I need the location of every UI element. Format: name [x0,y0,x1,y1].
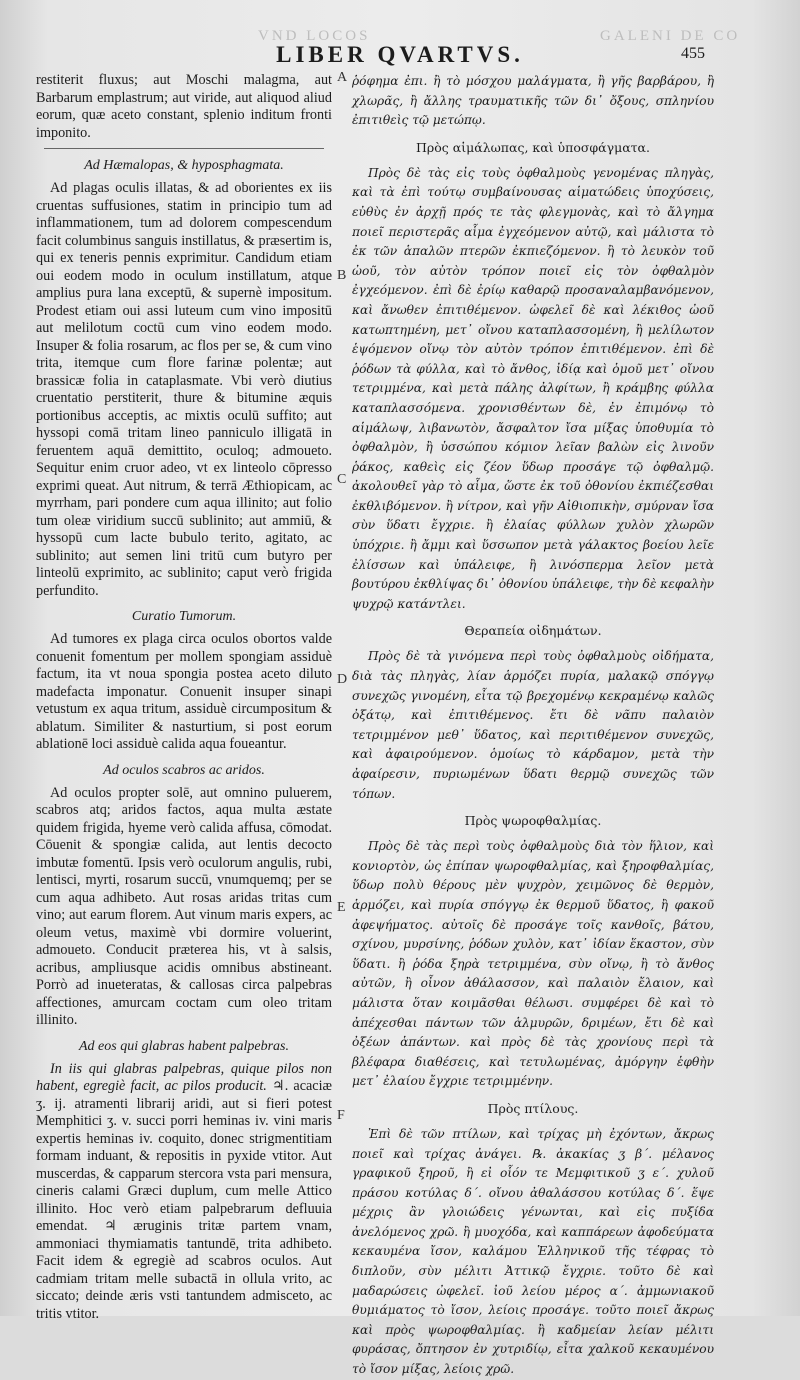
greek-paragraph: ῥόφημα ἐπι. ἢ τὸ μόσχου μαλάγματα, ἢ γῆς βαρβάρου, ἢ χλωρᾶς, ἢ ἄλλης τραυματικῆς τῶν δι᾽ ὄξους, σπληνίου ἐπιτιθεὶς τῷ μετώπῳ. [352,74,714,128]
latin-heading: Ad eos qui glabras habent palpebras. [79,1038,289,1054]
latin-paragraph: Ad oculos propter solē, aut omnino puluerem, scabros atq; aridos factos, aqua multa æstate quidem frigida, hyeme verò calida affusa, cōmodat. Cōuenit & spongiæ calida, aut lentis decocto imbutæ fomentū. Ipsis verò oculorum angulis, rubi, lentisci, myrti, rosarum succū, vnumquemq; per se cum aqua adhibeto. Aut rosas aridas tritas cum vino; aut earum florem. Aut vinum maris expers, ac oleum vetus, maximè vbi dormire voluerint, admoueto. Conducit præterea his, vt à salsis, acribus, ampliusque acidis omnibus abstineant. Porrò ad inueteratas, & callosas circa palpebras affectiones, amurcam coctam cum oleo tritam illinito. [36,784,332,1028]
margin-letter-a: A [337,70,348,85]
margin-letter-c: C [337,472,347,487]
bleed-through-right: GALENI DE CO [600,28,741,44]
latin-paragraph: restiterit fluxus; aut Moschi malagma, aut Barbarum emplastrum; aut viride, aut aliquod aliud eorum, quæ aceto constant, splenio inditum fronti imponito. [36,72,332,141]
greek-heading: Πρὸς πτίλους. [487,1100,579,1116]
latin-paragraph: Ad plagas oculis illatas, & ad oborientes ex iis cruentas suffusiones, statim in principio tum ad inflammationem, tum ad dolorem compescendum facit columbinus sanguis instillatus, & præsertim is, qui ex teneris pennis exprimitur. Candidum etiam oui eodem modo in oculum instillatum, atque amplius pura lana exceptū, & supernè impositum. Prodest etiam oui assi luteum cum vino impositū aut melilotum coctū cum vino eodem modo. Insuper & folia rosarum, ac flos per se, & cum vino trita, itemque cum flore farinæ polentæ; aut brassicæ folia in cataplasmate. Vbi verò diutius cruentatio perstiterit, thure & bitumine æquis portionibus acceptis, ac mixtis oculū suffito; aut hyssopi comā tritam lineo panniculo illigatā in feruentem aquā demittito, oculoq; admoueto. Sequitur enim cruor adeo, vt ex linteolo cōpresso exprimi queat. Aut nitrum, & terrā Æthiopicam, ac myrrham, pari pondere cum aqua illinito; aut folio tum oleæ viridium succū sublinito; aut ammiū, & hyssopū cum lacte bubulo terito, agitato, ac sublinito; aut semen lini tritū cum butyro per linteolū exprimito, ac sublinito; caput verò frigida perfundito. [36,180,332,599]
latin-recipe-text: ♃. acaciæ ʒ. ij. atramenti librarij aridi, aut si fieri potest Memphitici ʒ. v. succi porri heminas iv. vini maris expertis heminas iv. coquito, donec strigmentitiam formam induant, & repositis in pyxide vtitor. Aut muscerdas, & capparum stercora vsta pari mensura, cineris calami Græci duplum, cum melle Attico illinito. Hoc verò etiam palpebrarum defluuia emendat. ♃ æruginis tritæ partem vnam, ammoniaci thymiamatis tantundē, trita adhibeto. Facit idem & egregiè ad scabros oculos. Aut cadmiam tritam melle subactā in ollula vrito, ac siccato; deinde æris vsti tantundem admisceto, ac tritis vtitor. [36,1078,333,1322]
greek-paragraph: Πρὸς δὲ τὰς περὶ τοὺς ὀφθαλμοὺς διὰ τὸν ἥλιον, καὶ κονιορτὸν, ὡς ἐπίπαν ψωροφθαλμίας, καὶ ξηροφθαλμίας, ὕδωρ πολὺ θέρους μὲν ψυχρὸν, χειμῶνος δὲ θερμὸν, ἁρμόζει, καὶ πυρία σπόγγῳ ἐκ θερμοῦ ὕδατος, ἢ φακοῦ ἀφεψήματος. αὐτοῖς δὲ προσάγε τοῖς κανθοῖς, βάτου, σχίνου, μυρσίνης, ῥόδων χυλὸν, κατ᾽ ἰδίαν ἕκαστον, σὺν ὕδατι. ἢ ῥόδα ξηρὰ τετριμμένα, σὺν οἴνῳ, ἢ τὸ ἄνθος αὐτῶν, ἢ οἶνον ἀθάλασσον, καὶ παλαιὸν ἔλαιον, καὶ μάλιστα ὅταν κοιμᾶσθαι θέλωσι. συμφέρει δὲ καὶ τὸ ἀπέχεσθαι πάντων τῶν ἁλμυρῶν, δριμέων, ἔτι δὲ καὶ ὀξέων ἁπάντων. καὶ πρὸς δὲ τὰς χρονίους περὶ τὰ βλέφαρα διαθέσεις, καὶ τετυλωμένας, ἀμόργην ἑφθὴν μετ᾽ ἐλαίου ἔγχριε τετριμμένην. [352,839,714,1089]
margin-letter-f: F [337,1108,345,1123]
latin-heading: Ad Hæmalopas, & hyposphagmata. [84,158,284,173]
latin-heading: Ad oculos scabros ac aridos. [103,762,265,778]
greek-heading: Πρὸς αἱμάλωπας, καὶ ὑποσφάγματα. [416,139,650,155]
latin-paragraph [36,1061,332,1324]
running-header [0,42,800,72]
latin-heading: Curatio Tumorum. [131,609,237,624]
margin-letter-e: E [337,900,346,915]
page-number: 455 [681,45,705,62]
latin-paragraph: Ad tumores ex plaga circa oculos obortos valde conuenit fomentum per mollem spongiam assiduè factum, ita vt noua spongia postea aceto diluto madefacta imponatur. Conuenit insuper sinapi vetustum ex aqua tritum, assiduè circumpositum & ablatum. Similiter & nasturtium, si post eorum ablationē loci assiduè calida aqua foueantur. [36,631,332,752]
section-divider [44,148,324,149]
greek-paragraph: Πρὸς δὲ τὰ γινόμενα περὶ τοὺς ὀφθαλμοὺς οἰδήματα, διὰ τὰς πληγὰς, λίαν ἁρμόζει πυρία, μαλακῷ σπόγγῳ συνεχῶς γινομένη, εἶτα τῷ βρεχομένῳ κεκραμένῳ καλῶς ὀξάτῳ, καὶ ἐπιτιθέμενος. ἔτι δὲ νᾶπυ παλαιὸν τετριμμένον μεθ᾽ ὕδατος, καὶ περιτιθέμενον συνεχῶς, καὶ ἀφαιρούμενον. ὁμοίως τὸ κάρδαμον, μετὰ τὴν ἀφαίρεσιν, πυριωμένων ὕδατι θερμῷ συνεχῶς τῶν τόπων. [352,649,714,801]
running-title: LIBER QVARTVS. [276,42,524,67]
greek-paragraph: Πρὸς δὲ τὰς εἰς τοὺς ὀφθαλμοὺς γενομένας πληγὰς, καὶ τὰ ἐπὶ τούτῳ συμβαίνουσας αἱματώδεις ὑποχύσεις, εὐθὺς ἐν ἀρχῇ πρός τε τὰς φλεγμονὰς, καὶ τὸ ἄλγημα ποιεῖ περιστερᾶς αἷμα ἐγχεόμενον αὐτῷ, καὶ μάλιστα τὸ ἐκ τῶν ἁπαλῶν πτερῶν ἐκπιεζόμενον. ἢ τὸ λευκὸν τοῦ ὠοῦ, τὸν αὐτὸν τρόπον ποιεῖ εἰς τὸν ὀφθαλμὸν ἐγχεόμενον. ἐπὶ δὲ ἐρίῳ καθαρῷ προσαναλαμβανόμενον, καὶ ἄνωθεν ἐπιτιθέμενον. ὠφελεῖ δὲ καὶ λέκιθος ὠοῦ κατωπτημένη, μετ᾽ οἴνου καταπλασσομένη, ἢ μελίλωτον ἑψόμενον οἴνῳ τὸν αὐτὸν τρόπον ἐπιτιθέμενον. ἐπὶ δὲ ῥόδων τὰ φύλλα, καὶ τὸ ἄνθος, ἰδίᾳ καὶ ὁμοῦ μετ᾽ οἴνου τετριμμένα, καὶ μετὰ πάλης ἀλφίτων, ἢ κράμβης φύλλα καταπλασσόμενα. χρονισθέντων δὲ, ἐν ἐπιμόνῳ τὸ αἱμάλωψ, λιβανωτὸν, ἄσφαλτον ἴσα μίξας ὑποθυμία τὸ ὀφθαλμὸν, ἢ ὑσσώπου κόμιον λεῖαν βαλὼν εἰς λινοῦν ῥάκος, καθεὶς εἰς ζέον ὕδωρ προσάγε τῷ ὀφθαλμῷ. ἀκολουθεῖ γὰρ τὸ αἷμα, ὥστε ἐκ τοῦ ὀθονίου ἐκπιέζεσθαι ἐκθλιβόμενον. ἢ νίτρον, καὶ γῆν Αἰθιοπικὴν, σμύρναν ἴσα σὺν ὕδατι ἔγχριε. ἢ ἐλαίας φύλλων χυλὸν χλωρῶν ὑπόχριε. ἢ ἄμμι καὶ ὕσσωπον μετὰ γάλακτος βοείου λεῖε ἐλίσσων καὶ ὑπάλειφε, ἢ λινόσπερμα λεῖον μετὰ βουτύρου ἐκθλίψας δι᾽ ὀθονίου ὑπάλειφε, τὴν δὲ κεφαλὴν ψυχρῷ κατάντλει. [352,165,714,611]
bleed-through-left: VND LOCOS [258,28,371,44]
greek-column [352,72,714,1380]
greek-heading: Πρὸς ψωροφθαλμίας. [464,813,602,829]
margin-letter-d: D [337,672,348,687]
latin-column [36,72,332,1323]
margin-letter-b: B [337,268,347,283]
latin-italic-intro: In iis qui glabras palpebras, quique pilos non habent, egregiè facit, ac pilos producit. [36,1060,332,1094]
greek-heading: Θεραπεία οἰδημάτων. [464,623,602,639]
greek-paragraph: Ἐπὶ δὲ τῶν πτίλων, καὶ τρίχας μὴ ἐχόντων, ἄκρως ποιεῖ καὶ τρίχας ἀνάγει. ℞. ἀκακίας ʒ β΄. μέλανος γραφικοῦ ξηροῦ, ἢ εἰ οἷόν τε Μεμφιτικοῦ ʒ ε΄. χυλοῦ πράσου κοτύλας δ΄. οἴνου ἀθαλάσσου κοτύλας δ΄. ἕψε μέχρις ἂν γλοιώδεις γένωνται, καὶ εἰς πυξίδα ἀνελόμενος χρῶ. ἢ μυοχόδα, καὶ καππάρεων ἀφοδεύματα κεκαυμένα ἴσον, καλάμου Ἑλληνικοῦ τῆς τέφρας τὸ διπλοῦν, σὺν μέλιτι Ἀττικῷ ἔγχριε. τοῦτο δὲ καὶ μαδαρώσεις ὠφελεῖ. ἰοῦ λείου μέρος α΄. ἀμμωνιακοῦ θυμιάματος τὸ ἴσον, λείοις προσάγε. τοῦτο ποιεῖ ἄκρως καὶ πρὸς ψωροφθαλμίας. ἢ καδμείαν λείαν μέλιτι φυράσας, ὄπτησον ἐν χυτριδίῳ, εἶτα χαλκοῦ κεκαυμένου τὸ ἴσον μίξας, λείοις χρῶ. [352,1126,714,1377]
